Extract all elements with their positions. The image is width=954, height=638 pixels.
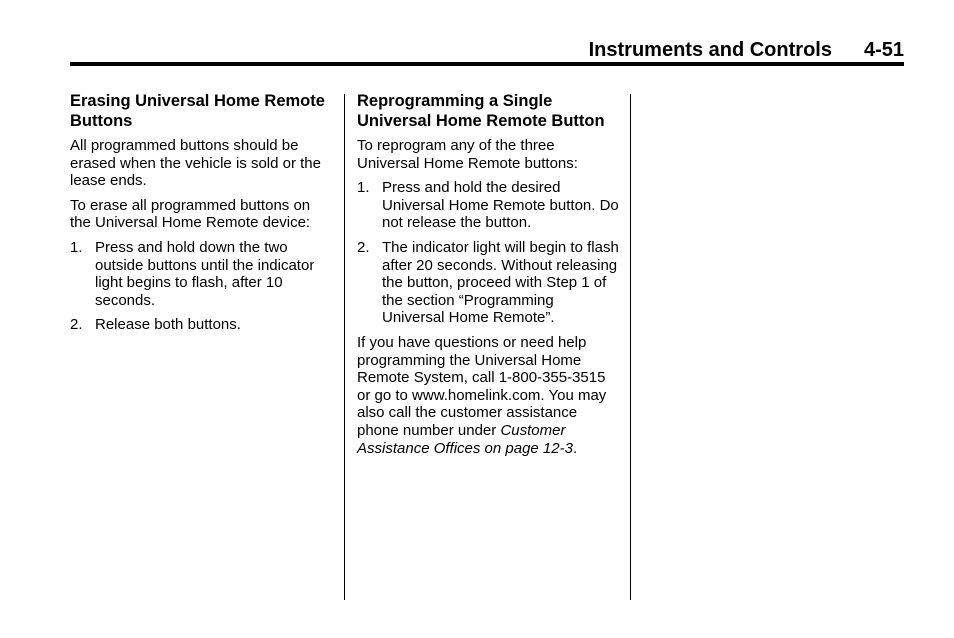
step-text: The indicator light will begin to flash after 20 seconds. Without releasing the button, proceed with Step 1 of the section “Programming Universal Home Remote”. xyxy=(382,238,619,327)
step-number: 2. xyxy=(357,238,370,256)
list-item xyxy=(70,239,334,309)
reprogramming-steps xyxy=(357,179,619,327)
header-rule xyxy=(70,62,904,66)
step-number: 2. xyxy=(70,316,83,334)
erasing-steps xyxy=(70,239,334,334)
cross-reference-link[interactable]: Customer Assistance Offices on page 12-3 xyxy=(357,421,573,457)
erasing-paragraph-2: To erase all programmed buttons on the Universal Home Remote device: xyxy=(70,196,311,232)
column-divider-left xyxy=(344,94,345,600)
erasing-heading: Erasing Universal Home Remote Buttons xyxy=(70,92,325,130)
erasing-paragraph-1: All programmed buttons should be erased when the vehicle is sold or the lease ends. xyxy=(70,137,321,190)
list-item xyxy=(70,316,334,334)
reprogramming-intro: To reprogram any of the three Universal Home Remote buttons: xyxy=(357,137,578,172)
help-paragraph xyxy=(357,334,619,457)
list-item xyxy=(357,179,619,232)
step-number: 1. xyxy=(357,179,370,197)
step-text: Press and hold the desired Universal Home Remote button. Do not release the button. xyxy=(382,179,619,232)
step-number: 1. xyxy=(70,238,83,256)
middle-column xyxy=(357,92,619,464)
page-header xyxy=(70,38,904,62)
list-item xyxy=(357,239,619,327)
section-title: Instruments and Controls xyxy=(588,39,832,61)
help-text-end: . xyxy=(572,439,578,457)
column-divider-right xyxy=(630,94,631,600)
help-text: If you have questions or need help programming the Universal Home Remote System, call 1-800-355-3515 or go to www.homelink.com. You may also call the customer assistance phone number under xyxy=(357,333,607,439)
step-text: Release both buttons. xyxy=(95,316,241,334)
page-number: 4-51 xyxy=(863,39,904,61)
step-text: Press and hold down the two outside buttons until the indicator light begins to flash, after 10 seconds. xyxy=(95,238,315,309)
reprogramming-heading: Reprogramming a Single Universal Home Remote Button xyxy=(357,92,605,130)
left-column xyxy=(70,92,334,341)
